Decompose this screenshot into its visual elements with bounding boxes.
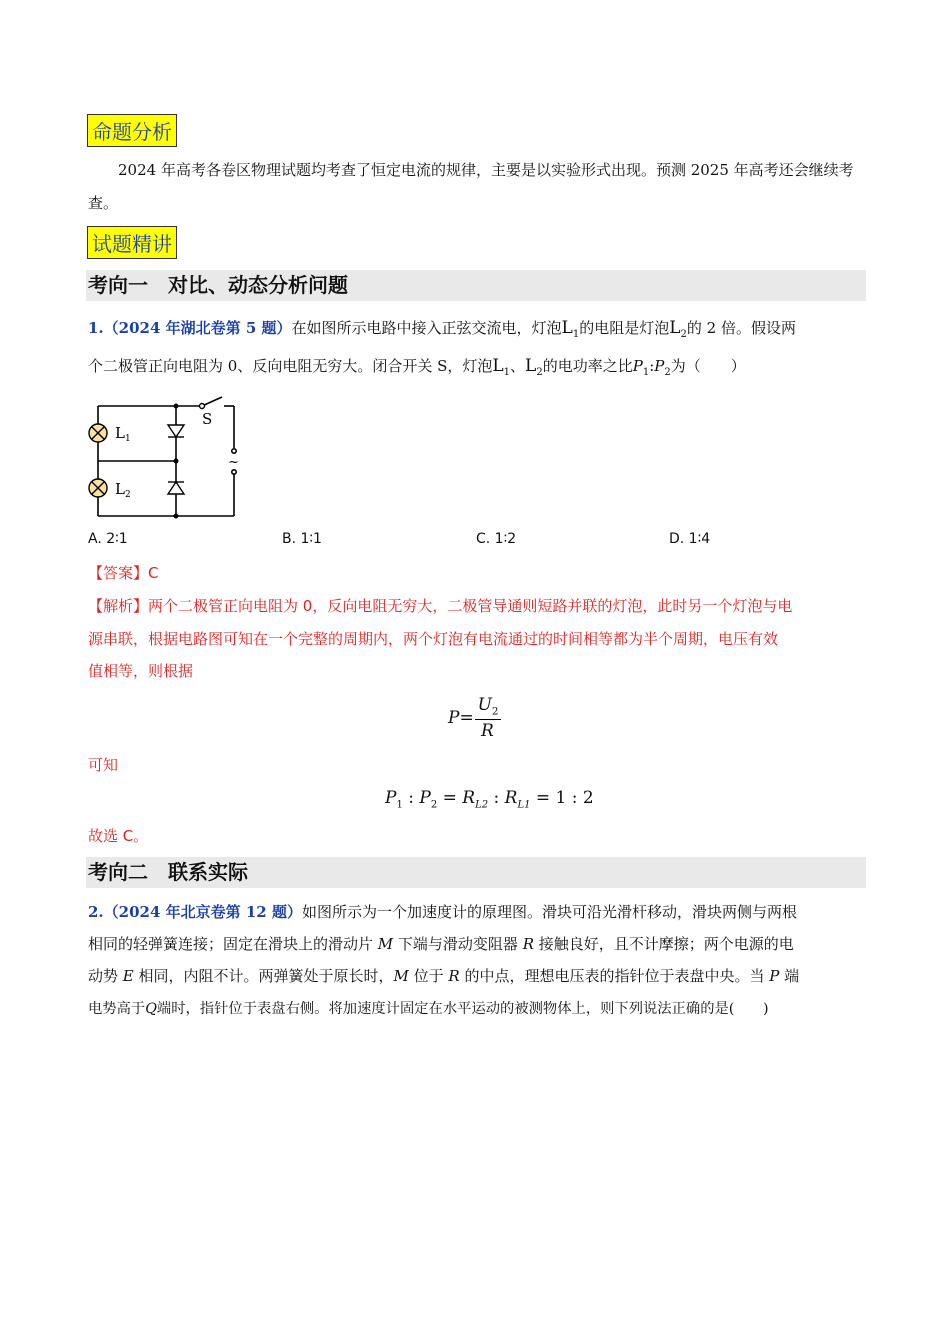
q2-text: 下端与滑动变阻器 (393, 935, 523, 953)
q2-text: 端时，指针位于表盘右侧。将加速度计固定在水平运动的被测物体上，则下列说法正确的是( ) (156, 1001, 769, 1017)
symbol-r: R (522, 935, 534, 953)
l1-symbol: L (492, 356, 504, 376)
q1-text: 的电功率之比 (542, 357, 633, 375)
p1-sub: 1 (642, 367, 650, 378)
q1-text: 的电阻是灯泡 (579, 319, 670, 337)
q2-text: 相同，内阻不计。两弹簧处于原长时， (133, 967, 394, 985)
heading-lecture: 试题精讲 (87, 226, 177, 259)
f2-p2-sub: 2 (430, 799, 438, 811)
l2-sub: 2 (536, 367, 543, 378)
q2-text: 电势高于 (88, 1001, 146, 1017)
section-heading-2 (86, 857, 866, 888)
symbol-m: M (393, 967, 409, 985)
lamp-l1 (89, 424, 107, 442)
lamp-l1-label: L (115, 424, 125, 442)
ratio-formula (385, 788, 594, 810)
intro-paragraph: 2024 年高考各卷区物理试题均考查了恒定电流的规律，主要是以实验形式出现。预测 2025 年高考还会继续考查。 (88, 161, 854, 212)
f2-r1-sub: L2 (475, 799, 489, 811)
option-a: A. 2∶1 (88, 531, 128, 547)
symbol-e: E (122, 967, 134, 985)
formula-denominator: R (481, 721, 494, 741)
l2-sub: 2 (680, 329, 687, 340)
q1-source: （2024 年湖北卷第 5 题） (103, 319, 292, 337)
f2-p1-sub: 1 (396, 799, 403, 811)
section-title: 对比、动态分析问题 (168, 273, 348, 297)
circuit-diagram (84, 392, 254, 522)
q2-text: 的中点，理想电压表的指针位于表盘中央。当 (459, 967, 770, 985)
option-b: B. 1∶1 (282, 531, 322, 547)
q1-text: 的 2 倍。假设两 (686, 319, 796, 337)
p2-sub: 2 (664, 367, 671, 378)
option-d: D. 1∶4 (669, 531, 711, 547)
diode-top (168, 425, 184, 437)
ac-source-symbol: ~ (228, 455, 239, 470)
analysis-label: 【解析】 (88, 597, 149, 615)
q2-source: （2024 年北京卷第 12 题） (103, 903, 302, 921)
p2-symbol: P (654, 357, 665, 375)
f2-r2: R (504, 788, 518, 808)
q2-text: 接触良好，且不计摩擦；两个电源的电 (533, 935, 794, 953)
q2-number: 2. (88, 903, 104, 921)
q2-text: 位于 (408, 967, 449, 985)
kezhi: 可知 (88, 756, 119, 774)
symbol-r: R (448, 967, 460, 985)
f2-eq: = (437, 788, 463, 808)
f2-r1: R (462, 788, 476, 808)
f2-r2-sub: L1 (517, 799, 531, 811)
analysis-line3: 值相等，则根据 (88, 662, 194, 680)
analysis-text: 两个二极管正向电阻为 0，反向电阻无穷大，二极管导通则短路并联的灯泡，此时另一个灯泡与电 (148, 597, 793, 615)
p1-symbol: P (632, 357, 643, 375)
q2-line3 (88, 961, 866, 992)
conclusion: 故选 C。 (88, 827, 149, 845)
q2-text: 相同的轻弹簧连接；固定在滑块上的滑动片 (88, 935, 378, 953)
formula-numerator (475, 695, 501, 717)
f2-eq: = (530, 788, 556, 808)
section-title: 联系实际 (168, 860, 248, 884)
l1-sub: 1 (572, 329, 580, 340)
l1-symbol: L (561, 318, 573, 338)
f2-result: 1 : 2 (555, 788, 594, 808)
analysis-line2: 源串联，根据电路图可知在一个完整的周期内，两个灯泡有电流通过的时间相等都为半个周期，电压有效 (88, 630, 779, 648)
q1-text: 、 (510, 357, 526, 375)
lamp-l1-sub: 1 (125, 434, 131, 444)
q1-line2 (88, 351, 866, 388)
f2-sep: : (488, 788, 505, 808)
section-label: 考向一 (88, 273, 148, 297)
ratio-colon: : (649, 357, 655, 375)
f2-sep: : (402, 788, 420, 808)
formula-lhs: P= (448, 708, 474, 728)
lamp-l2-sub: 2 (125, 490, 131, 500)
q2-text: 如图所示为一个加速度计的原理图。滑块可沿光滑杆移动，滑块两侧与两根 (301, 903, 797, 921)
l2-symbol: L (525, 356, 537, 376)
q2-line2 (88, 929, 866, 960)
f2-p1: P (385, 788, 397, 808)
q2-line4 (88, 994, 866, 1025)
analysis-line1 (88, 591, 866, 622)
formula-u-sub: 2 (491, 706, 499, 718)
power-formula (448, 695, 508, 745)
symbol-p: P (769, 967, 780, 985)
fraction-bar (475, 719, 501, 720)
section-heading-1 (86, 270, 866, 301)
q2-text: 动势 (88, 967, 123, 985)
heading-analysis: 命题分析 (87, 114, 177, 147)
q2-line1 (88, 897, 866, 928)
q1-number: 1. (88, 319, 104, 337)
l1-sub: 1 (503, 367, 511, 378)
q1-text: 个二极管正向电阻为 0、反向电阻无穷大。闭合开关 S，灯泡 (88, 357, 493, 375)
formula-u: U (477, 695, 492, 715)
option-c: C. 1∶2 (476, 531, 517, 547)
f2-p2: P (419, 788, 431, 808)
answer: 【答案】C (88, 564, 159, 582)
lamp-l2-label: L (115, 480, 125, 498)
switch-label: S (202, 410, 213, 428)
symbol-m: M (377, 935, 394, 953)
lamp-l2 (89, 479, 107, 497)
section-label: 考向二 (88, 860, 148, 884)
l2-symbol: L (669, 318, 681, 338)
q1-text: 为（ ） (670, 357, 746, 375)
symbol-q: Q (145, 1001, 157, 1017)
diode-bottom (168, 482, 184, 494)
q1-line1 (88, 313, 866, 350)
q1-text: 在如图所示电路中接入正弦交流电，灯泡 (291, 319, 562, 337)
q2-text: 端 (779, 967, 800, 985)
